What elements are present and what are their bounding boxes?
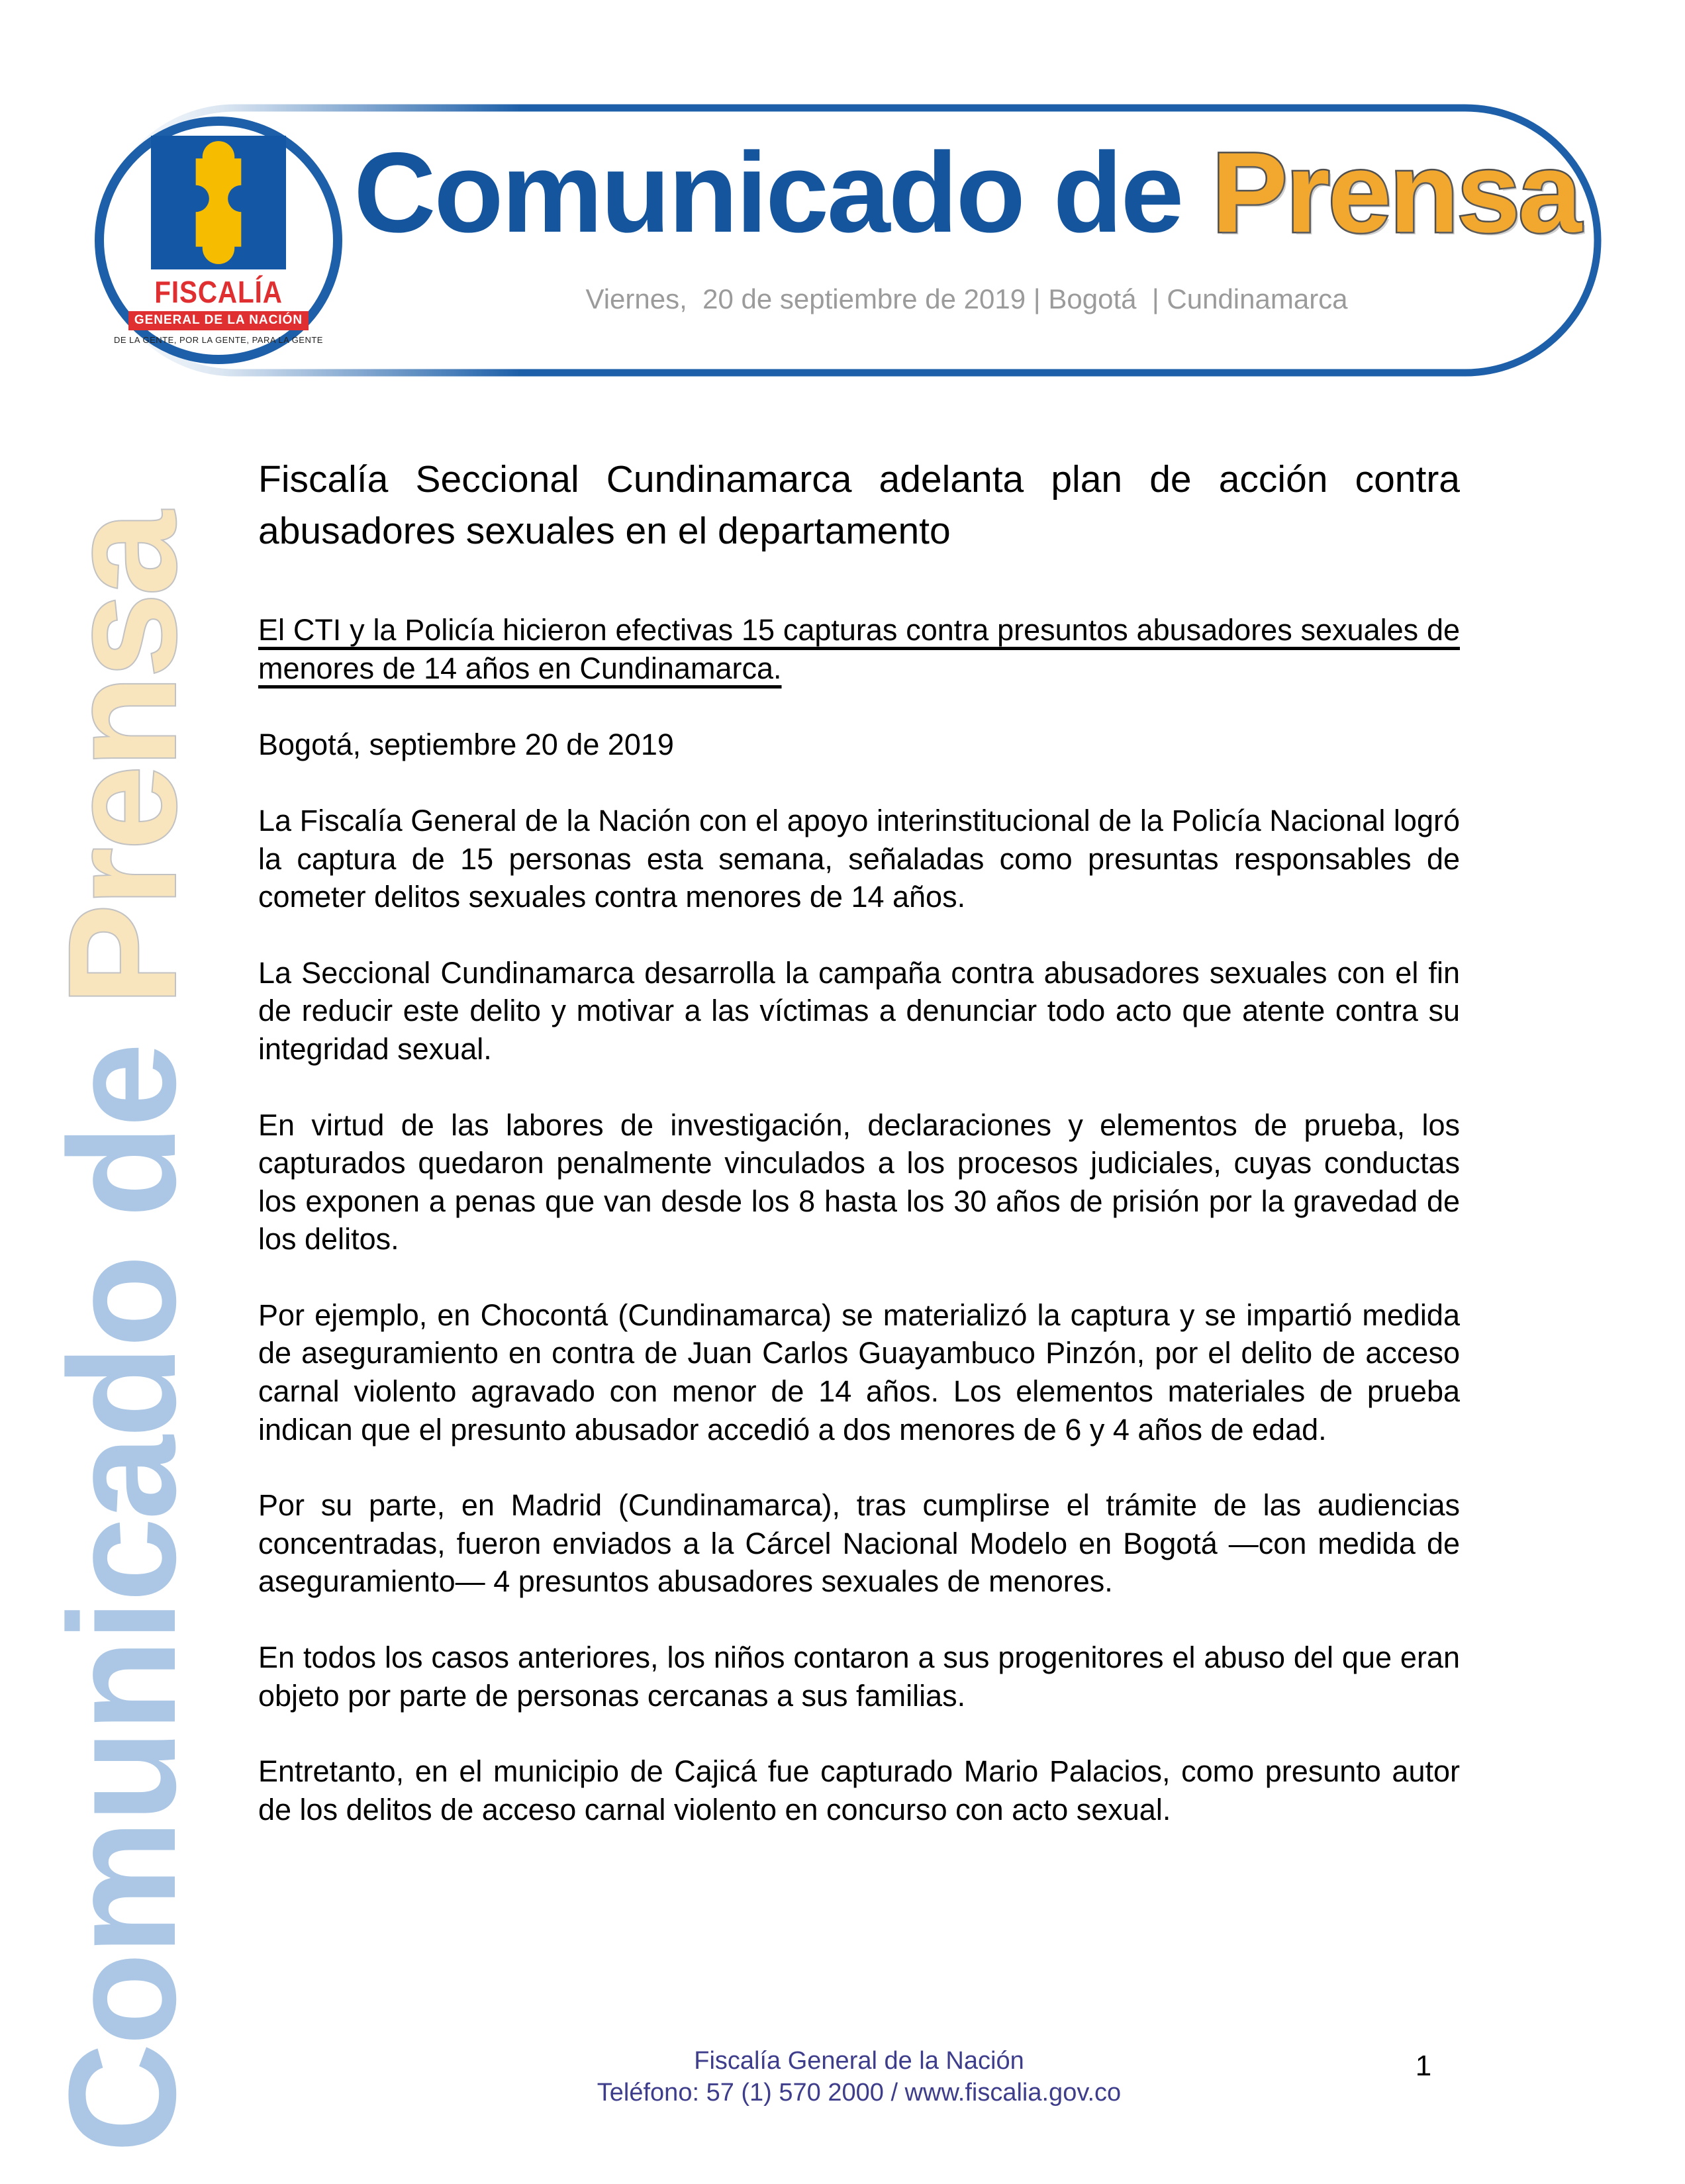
fiscalia-puzzle-icon: [151, 136, 286, 269]
article-paragraph: En virtud de las labores de investigación, declaraciones y elementos de prueba, los capturados quedaron penalmente vinculados a los procesos judiciales, cuyas conductas los exponen a penas que van desde los 8 hasta los 30 años de prisión por la gravedad de los delitos.: [258, 1108, 1460, 1257]
watermark-prensa: Prensa: [37, 513, 207, 1006]
header-title: [344, 127, 1589, 258]
footer-org-name: Fiscalía General de la Nación: [694, 2047, 1024, 2075]
article-body: [258, 440, 1460, 1866]
header-title-prensa: Prensa: [1212, 129, 1580, 256]
page-footer: [258, 2046, 1460, 2109]
article-title: Fiscalía Seccional Cundinamarca adelanta plan de acción contra abusadores sexuales en el departamento: [258, 458, 1460, 553]
article-paragraph: La Seccional Cundinamarca desarrolla la campaña contra abusadores sexuales con el fin de reducir este delito y motivar a las víctimas a denunciar todo acto que atente contra su integridad sexual.: [258, 955, 1460, 1066]
header-title-comunicado-de: Comunicado de: [354, 129, 1212, 256]
article-paragraph: La Fiscalía General de la Nación con el apoyo interinstitucional de la Policía Nacional logró la captura de 15 personas esta semana, señaladas como presuntas responsables de cometer delitos sexuales contra menores de 14 años.: [258, 803, 1460, 914]
footer-contact-line: Teléfono: 57 (1) 570 2000 / www.fiscalia.gov.co: [597, 2078, 1122, 2107]
fiscalia-logo: [95, 117, 342, 364]
fiscalia-logo-square: [151, 136, 286, 269]
header-date-line: Viernes, 20 de septiembre de 2019 | Bogotá | Cundinamarca: [585, 283, 1348, 314]
article-paragraph: Por su parte, en Madrid (Cundinamarca), tras cumplirse el trámite de las audiencias concentradas, fueron enviados a la Cárcel Nacional Modelo en Bogotá —con medida de aseguramiento— 4 presuntos abusadores sexuales de menores.: [258, 1488, 1460, 1599]
fiscalia-logo-subtitle: GENERAL DE LA NACIÓN: [128, 311, 309, 330]
fiscalia-logo-name: FISCALÍA: [154, 275, 283, 309]
article-lead: El CTI y la Policía hicieron efectivas 15 capturas contra presuntos abusadores sexuales de menores de 14 años en Cundinamarca.: [258, 613, 1460, 685]
watermark-comunicado-de: Comunicado de: [37, 1005, 207, 2153]
article-dateline: Bogotá, septiembre 20 de 2019: [258, 728, 674, 762]
article-paragraph: Entretanto, en el municipio de Cajicá fue capturado Mario Palacios, como presunto autor de los delitos de acceso carnal violento en concurso con acto sexual.: [258, 1754, 1460, 1827]
vertical-watermark-banner: [34, 514, 210, 2153]
article-paragraph: Por ejemplo, en Chocontá (Cundinamarca) se materializó la captura y se impartió medida de aseguramiento en contra de Juan Carlos Guayambuco Pinzón, por el delito de acceso carnal violento agravado con menor de 14 años. Los elementos materiales de prueba indican que el presunto abusador accedió a dos menores de 6 y 4 años de edad.: [258, 1298, 1460, 1447]
page-number: 1: [1415, 2050, 1432, 2082]
fiscalia-logo-slogan: DE LA GENTE, POR LA GENTE, PARA LA GENTE: [114, 335, 323, 345]
article-paragraph: En todos los casos anteriores, los niños contaron a sus progenitores el abuso del que eran objeto por parte de personas cercanas a sus familias.: [258, 1640, 1460, 1713]
